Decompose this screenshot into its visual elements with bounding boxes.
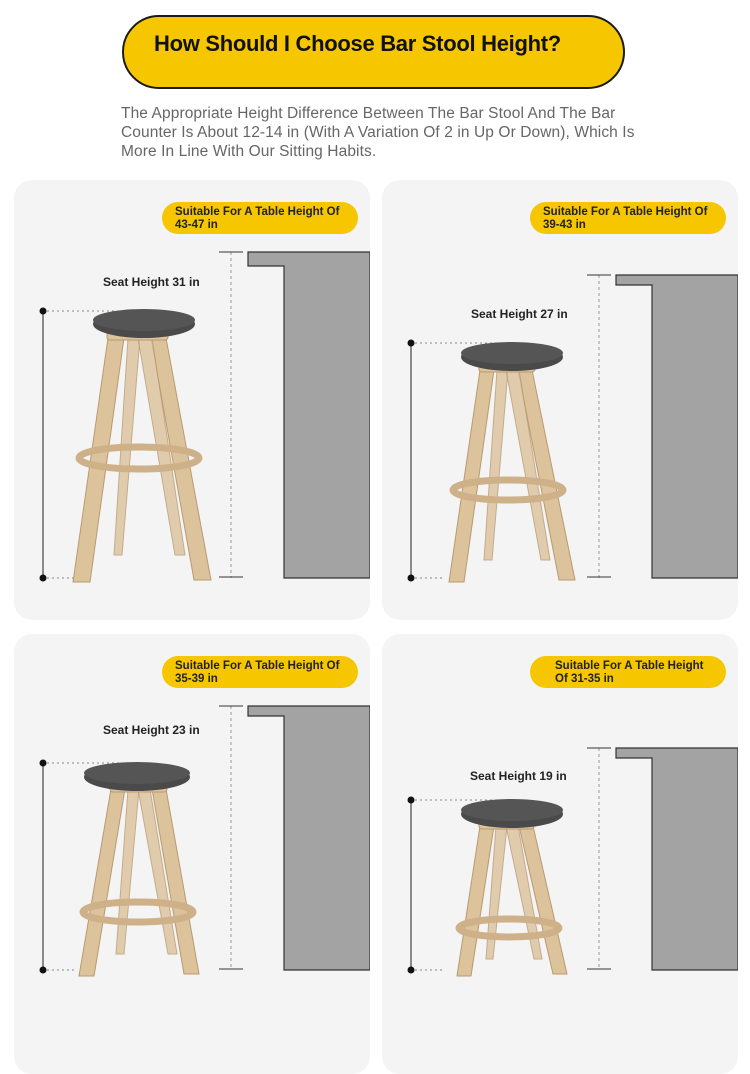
stool-illustration (382, 180, 738, 620)
bar-stool (457, 821, 567, 976)
bar-stool (73, 332, 211, 582)
bar-counter (616, 748, 738, 970)
bar-stool (79, 784, 199, 976)
intro-text: The Appropriate Height Difference Between The Bar Stool And The Bar Counter Is About 12-14 in (With A Variation Of 2 in Up Or Down), Which Is More In Line With Our Sitting Habits. (121, 105, 635, 160)
panel-seat-19 (382, 634, 738, 1074)
panel-seat-31 (14, 180, 370, 620)
stool-illustration (14, 180, 370, 620)
seat-height-label: Seat Height 19 in (470, 769, 567, 783)
table-height-tag: Suitable For A Table Height Of 31-35 in (530, 656, 726, 688)
panel-seat-23 (14, 634, 370, 1074)
bar-counter (248, 706, 370, 970)
seat-height-label: Seat Height 31 in (103, 275, 200, 289)
table-height-tag: Suitable For A Table Height Of 35-39 in (162, 656, 358, 688)
table-height-tag: Suitable For A Table Height Of 43-47 in (162, 202, 358, 234)
seat-height-label: Seat Height 27 in (471, 307, 568, 321)
page-title: How Should I Choose Bar Stool Height? (154, 31, 561, 56)
title-banner (122, 15, 625, 89)
bar-counter (616, 275, 738, 578)
bar-stool (449, 364, 575, 582)
seat-height-label: Seat Height 23 in (103, 723, 200, 737)
table-height-tag: Suitable For A Table Height Of 39-43 in (530, 202, 726, 234)
bar-counter (248, 252, 370, 578)
panel-seat-27 (382, 180, 738, 620)
